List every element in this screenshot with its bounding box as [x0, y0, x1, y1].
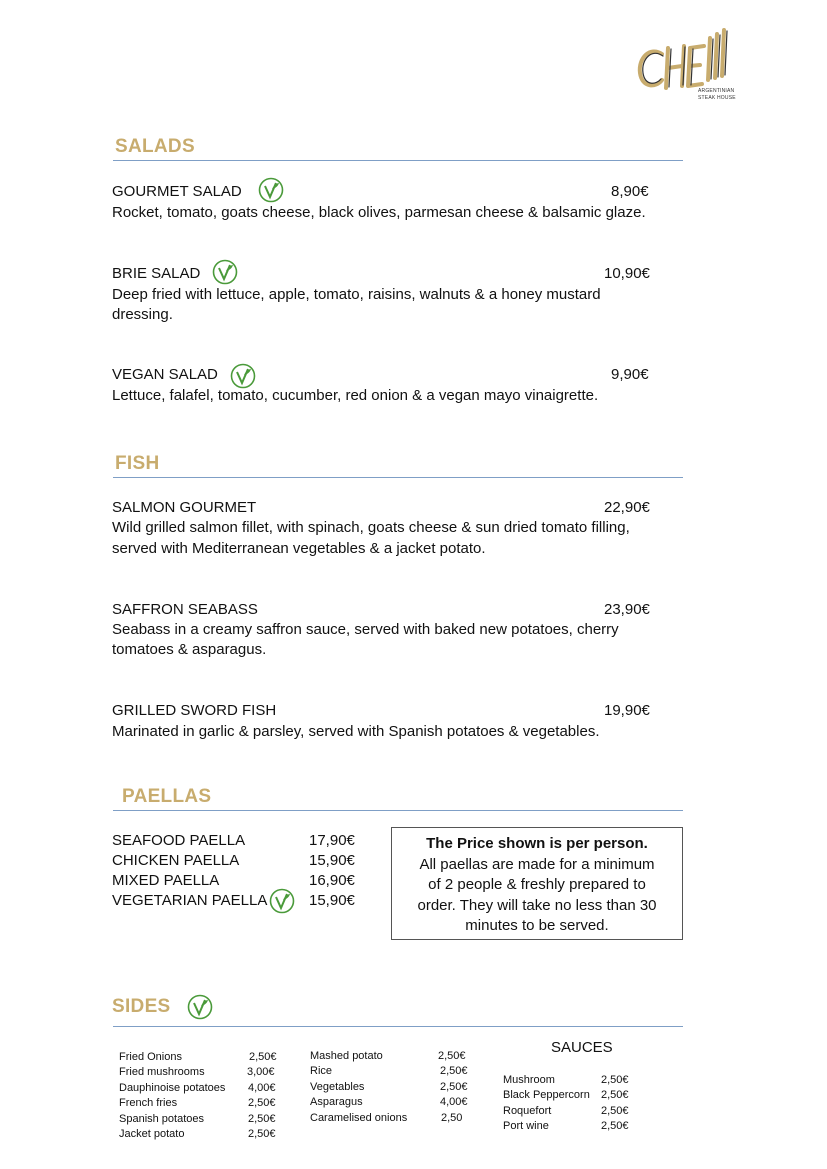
sauces-heading: SAUCES [551, 1039, 613, 1056]
paella-name: SEAFOOD PAELLA [112, 832, 246, 849]
list-item [503, 1088, 643, 1103]
list-item [119, 1081, 289, 1096]
side-price: 2,50€ [440, 1065, 468, 1078]
note-title: The Price shown is per person. [426, 835, 648, 852]
list-item [310, 1095, 480, 1110]
list-item [503, 1104, 643, 1119]
paella-price: 16,90€ [309, 872, 355, 889]
sauce-price: 2,50€ [601, 1120, 629, 1133]
menu-item-price: 9,90€ [611, 366, 649, 383]
paella-name: CHICKEN PAELLA [112, 852, 240, 869]
sauce-price: 2,50€ [601, 1104, 629, 1117]
paellas-heading: PAELLAS [122, 786, 212, 807]
menu-item-price: 19,90€ [604, 702, 650, 719]
side-name: Fried mushrooms [119, 1066, 205, 1079]
list-item [310, 1049, 480, 1064]
salads-heading: SALADS [115, 136, 195, 157]
sauce-name: Black Peppercorn [503, 1089, 590, 1102]
sauces-column [503, 1073, 643, 1135]
side-price: 3,00€ [247, 1066, 275, 1079]
side-price: 2,50€ [248, 1112, 276, 1125]
note-line: of 2 people & freshly prepared to [428, 876, 646, 893]
vegetarian-icon [212, 259, 238, 285]
menu-item-description: Deep fried with lettuce, apple, tomato, raisins, walnuts & a honey mustard [112, 286, 601, 303]
menu-item-description: Rocket, tomato, goats cheese, black olives, parmesan cheese & balsamic glaze. [112, 204, 646, 221]
logo-subtitle-1: ARGENTINIAN [698, 88, 735, 94]
side-price: 2,50€ [248, 1097, 276, 1110]
sides-column-2 [310, 1049, 480, 1126]
note-line: All paellas are made for a minimum [419, 855, 655, 873]
list-item [119, 1096, 289, 1111]
side-price: 4,00€ [248, 1081, 276, 1094]
side-name: Spanish potatoes [119, 1112, 205, 1125]
list-item [119, 1112, 289, 1127]
fish-divider [113, 477, 683, 478]
side-name: Rice [310, 1065, 333, 1078]
paella-price: 15,90€ [309, 852, 355, 869]
menu-item-description: Seabass in a creamy saffron sauce, served with baked new potatoes, cherry [112, 621, 619, 638]
sauce-name: Port wine [503, 1120, 549, 1133]
menu-item-description: Lettuce, falafel, tomato, cucumber, red onion & a vegan mayo vinaigrette. [112, 387, 599, 404]
logo-subtitle-2: STEAK HOUSE [698, 95, 736, 101]
list-item [119, 1127, 289, 1142]
paella-price: 15,90€ [309, 892, 355, 909]
side-price: 2,50€ [438, 1050, 466, 1062]
list-item [119, 1050, 289, 1065]
menu-item-name: VEGAN SALAD [112, 366, 218, 383]
list-item [503, 1119, 643, 1134]
list-item [310, 1080, 480, 1095]
side-name: Asparagus [310, 1096, 363, 1109]
vegetarian-icon [269, 888, 295, 914]
paella-name: MIXED PAELLA [112, 872, 220, 889]
side-name: Mashed potato [310, 1050, 383, 1062]
side-name: Jacket potato [119, 1127, 185, 1140]
menu-item-price: 23,90€ [604, 601, 650, 618]
fish-heading: FISH [115, 453, 160, 474]
list-item [310, 1111, 480, 1126]
list-item [119, 1065, 289, 1080]
sides-column-1 [119, 1050, 289, 1142]
menu-item-description: Marinated in garlic & parsley, served with Spanish potatoes & vegetables. [112, 723, 600, 740]
list-item [310, 1064, 480, 1079]
note-line: order. They will take no less than 30 [417, 896, 657, 914]
list-item [503, 1073, 643, 1088]
menu-item-price: 22,90€ [604, 499, 650, 516]
menu-item-description: Wild grilled salmon fillet, with spinach, goats cheese & sun dried tomato filling, [112, 519, 630, 536]
side-price: 2,50€ [440, 1080, 468, 1093]
side-price: 2,50€ [249, 1051, 277, 1063]
menu-item-description: served with Mediterranean vegetables & a jacket potato. [112, 540, 486, 557]
list-item [112, 831, 372, 851]
vegetarian-icon [258, 177, 284, 203]
side-name: Vegetables [310, 1080, 365, 1093]
paellas-divider [113, 810, 683, 811]
side-name: Dauphinoise potatoes [119, 1081, 226, 1094]
sides-divider [113, 1026, 683, 1027]
sauce-price: 2,50€ [601, 1089, 629, 1102]
menu-item-name: SAFFRON SEABASS [112, 601, 258, 618]
paella-price: 17,90€ [309, 832, 355, 849]
side-name: Caramelised onions [310, 1111, 408, 1124]
menu-item-name: SALMON GOURMET [112, 499, 257, 516]
side-name: French fries [119, 1097, 178, 1110]
menu-item-name: GRILLED SWORD FISH [112, 702, 277, 719]
menu-item-price: 8,90€ [611, 183, 649, 200]
paella-note-box [391, 827, 683, 940]
menu-item-name: GOURMET SALAD [112, 183, 242, 200]
paella-list [112, 831, 372, 911]
menu-item-price: 10,90€ [604, 265, 650, 282]
logo [632, 18, 742, 110]
side-price: 2,50 [441, 1111, 463, 1124]
menu-item-name: BRIE SALAD [112, 265, 201, 282]
list-item [112, 851, 372, 871]
side-name: Fried Onions [119, 1051, 182, 1063]
menu-item-description: tomatoes & asparagus. [112, 641, 267, 658]
sauce-price: 2,50€ [601, 1074, 629, 1086]
sauce-name: Roquefort [503, 1104, 552, 1117]
vegetarian-icon [187, 994, 213, 1020]
paella-name: VEGETARIAN PAELLA [112, 892, 268, 909]
sauce-name: Mushroom [503, 1074, 555, 1086]
salads-divider [113, 160, 683, 161]
side-price: 4,00€ [440, 1096, 468, 1109]
menu-item-description: dressing. [112, 306, 173, 323]
list-item [112, 871, 372, 891]
list-item [112, 891, 372, 911]
note-line: minutes to be served. [465, 917, 609, 934]
sides-heading: SIDES [112, 996, 171, 1017]
side-price: 2,50€ [248, 1127, 276, 1140]
